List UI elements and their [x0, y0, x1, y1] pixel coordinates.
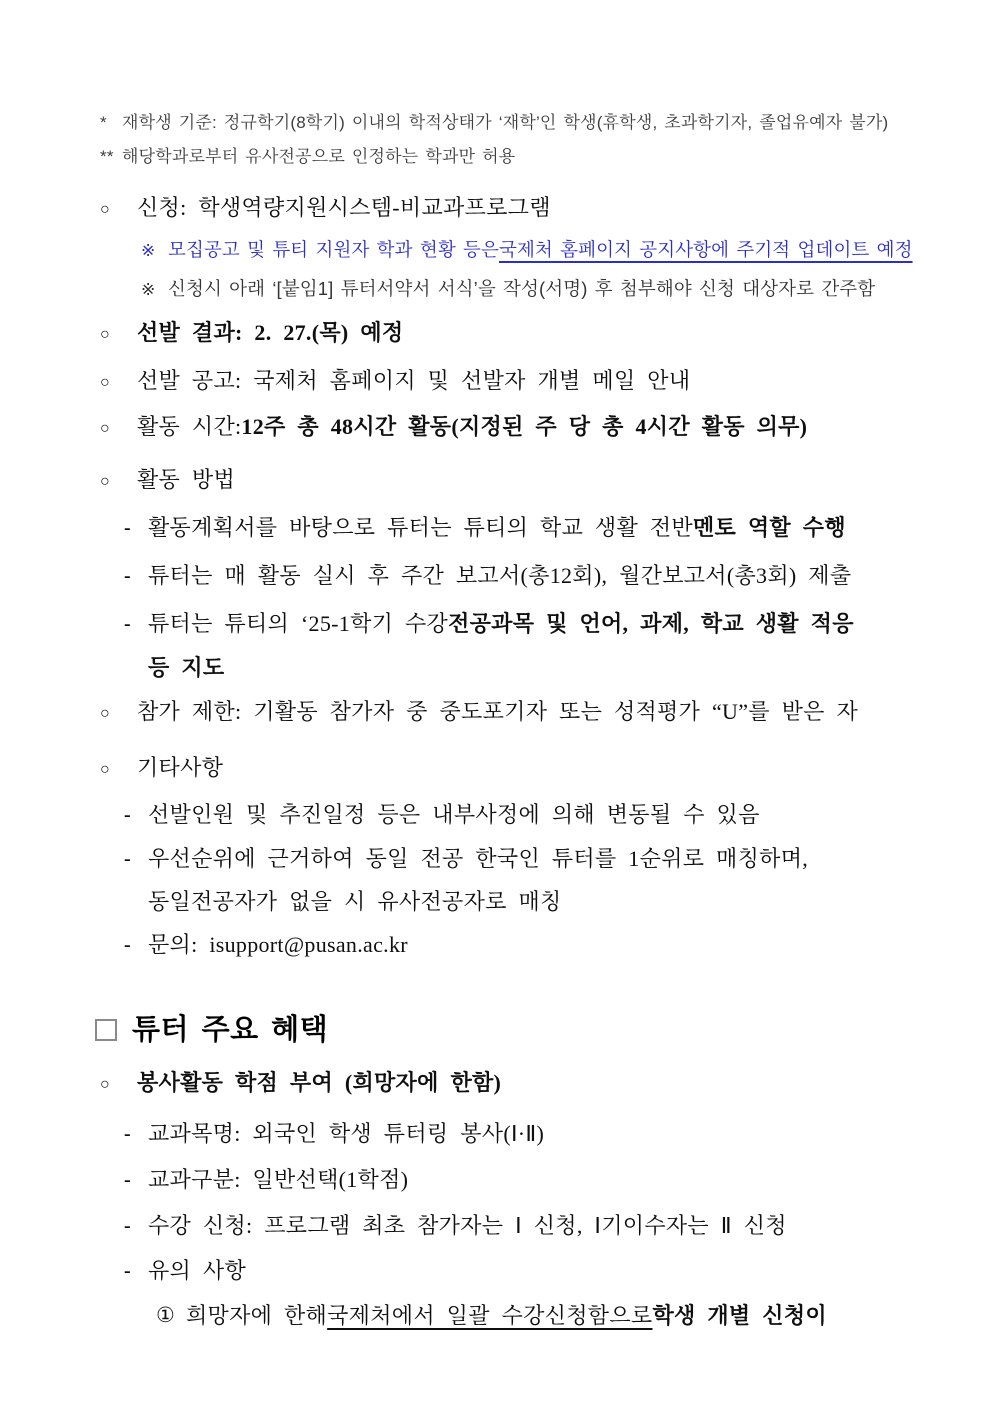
item-text-bold: 전공과목 및 언어, 과제, 학교 생활 적응: [448, 611, 854, 636]
item-caution: [124, 1257, 936, 1286]
dash-bullet-icon: -: [124, 1215, 131, 1237]
subnote-text: 신청시 아래 ‘[붙임1] 튜터서약서 서식’을 작성(서명) 후 첨부해야 신청 대상자로 간주함: [168, 278, 876, 299]
item-method-guide-cont: [148, 654, 936, 682]
reference-mark-icon: ※: [141, 280, 156, 299]
item-caution-1: [156, 1302, 936, 1330]
item-course-name: [124, 1120, 936, 1149]
item-text: 유의 사항: [148, 1258, 247, 1283]
item-text: 활동계획서를 바탕으로 튜터는 튜티의 학교 생활 전반: [148, 515, 693, 540]
item-etc-matching: [124, 845, 936, 874]
asterisk-icon: *: [100, 113, 107, 132]
item-course-type: [124, 1166, 936, 1195]
item-text: 희망자에 한해: [186, 1303, 328, 1328]
item-etc-contact: [124, 931, 936, 960]
subnote-attachment: [141, 277, 936, 302]
item-text: 신청: 학생역량지원시스템-비교과프로그램: [137, 195, 551, 220]
footnote-haedang: [100, 146, 936, 168]
circle-bullet-icon: ○: [100, 420, 110, 437]
item-text-bold: 12주 총 48시간 활동(지정된 주 당 총 4시간 활동 의무): [241, 414, 808, 439]
dash-bullet-icon: -: [124, 804, 131, 826]
dash-bullet-icon: -: [124, 1123, 131, 1145]
item-etc: [100, 754, 936, 785]
circled-one-icon: ①: [156, 1303, 176, 1327]
item-text: 교과목명: 외국인 학생 튜터링 봉사(Ⅰ·Ⅱ): [148, 1121, 545, 1146]
dash-bullet-icon: -: [124, 517, 131, 539]
item-selection-result: [100, 319, 936, 350]
section-header-benefits: [95, 1012, 936, 1048]
dash-bullet-icon: -: [124, 565, 131, 587]
square-bullet-icon: [95, 1019, 117, 1041]
item-text-bold: 학생 개별 신청이: [652, 1303, 827, 1328]
item-method-report: [124, 562, 936, 591]
item-text: 동일전공자가 없을 시 유사전공자로 매칭: [148, 889, 562, 914]
dash-bullet-icon: -: [124, 1169, 131, 1191]
double-asterisk-icon: **: [100, 147, 114, 166]
item-method-guide: [124, 610, 936, 639]
homepage-notice-link[interactable]: 국제처 홈페이지 공지사항에 주기적 업데이트 예정: [498, 239, 913, 260]
item-course-enroll: [124, 1212, 936, 1241]
circle-bullet-icon: ○: [100, 705, 110, 722]
item-text: 활동 방법: [137, 467, 236, 492]
item-text: 튜터는 튜티의 ‘25-1학기 수강: [148, 611, 449, 636]
item-etc-matching-cont: [148, 888, 936, 916]
item-text: 수강 신청: 프로그램 최초 참가자는 Ⅰ 신청, Ⅰ기이수자는 Ⅱ 신청: [148, 1213, 787, 1238]
item-text-bold: 멘토 역할 수행: [692, 515, 846, 540]
circle-bullet-icon: ○: [100, 326, 110, 343]
item-method-plan: [124, 514, 936, 543]
item-text-underlined: 국제처에서 일괄 수강신청함으로: [327, 1303, 653, 1328]
item-text: 우선순위에 근거하여 동일 전공 한국인 튜터를 1순위로 매칭하며,: [148, 846, 809, 871]
dash-bullet-icon: -: [124, 934, 131, 956]
item-text: 활동 시간:: [137, 414, 242, 439]
dash-bullet-icon: -: [124, 848, 131, 870]
item-text: 선발인원 및 추진일정 등은 내부사정에 의해 변동될 수 있음: [148, 802, 760, 827]
section-title: 튜터 주요 혜택: [132, 1014, 329, 1046]
item-text: 교과구분: 일반선택(1학점): [148, 1167, 409, 1192]
circle-bullet-icon: ○: [100, 1076, 110, 1093]
item-activity-hours: [100, 413, 936, 444]
item-apply: [100, 194, 936, 225]
item-text: 선발 결과: 2. 27.(목) 예정: [137, 320, 404, 345]
circle-bullet-icon: ○: [100, 374, 110, 391]
footnote-text: 재학생 기준: 정규학기(8학기) 이내의 학적상태가 ‘재학’인 학생(휴학생, 초과학기자, 졸업유예자 불가): [122, 113, 889, 132]
circle-bullet-icon: ○: [100, 473, 110, 490]
item-participation-limit: [100, 698, 936, 729]
reference-mark-icon: ※: [141, 241, 156, 260]
dash-bullet-icon: -: [124, 613, 131, 635]
subnote-update: [141, 238, 936, 263]
item-text: 튜터는 매 활동 실시 후 주간 보고서(총12회), 월간보고서(총3회) 제출: [148, 563, 852, 588]
item-activity-method: [100, 466, 936, 497]
contact-email-text: 문의: isupport@pusan.ac.kr: [148, 932, 408, 957]
circle-bullet-icon: ○: [100, 761, 110, 778]
item-text: 참가 제한: 기활동 참가자 중 중도포기자 또는 성적평가 “U”를 받은 자: [137, 699, 859, 724]
footnote-text: 해당학과로부터 유사전공으로 인정하는 학과만 허용: [122, 147, 516, 166]
item-text: 선발 공고: 국제처 홈페이지 및 선발자 개별 메일 안내: [137, 368, 691, 393]
item-etc-change: [124, 801, 936, 830]
dash-bullet-icon: -: [124, 1260, 131, 1282]
circle-bullet-icon: ○: [100, 201, 110, 218]
footnote-jaehaksaeng: [100, 112, 936, 134]
item-text: 기타사항: [137, 755, 224, 780]
item-credit-grant: [100, 1069, 936, 1100]
item-selection-announce: [100, 367, 936, 398]
item-text-bold: 등 지도: [148, 655, 225, 680]
item-text: 봉사활동 학점 부여 (희망자에 한함): [137, 1070, 502, 1095]
subnote-text: 모집공고 및 튜티 지원자 학과 현황 등은: [168, 239, 499, 260]
